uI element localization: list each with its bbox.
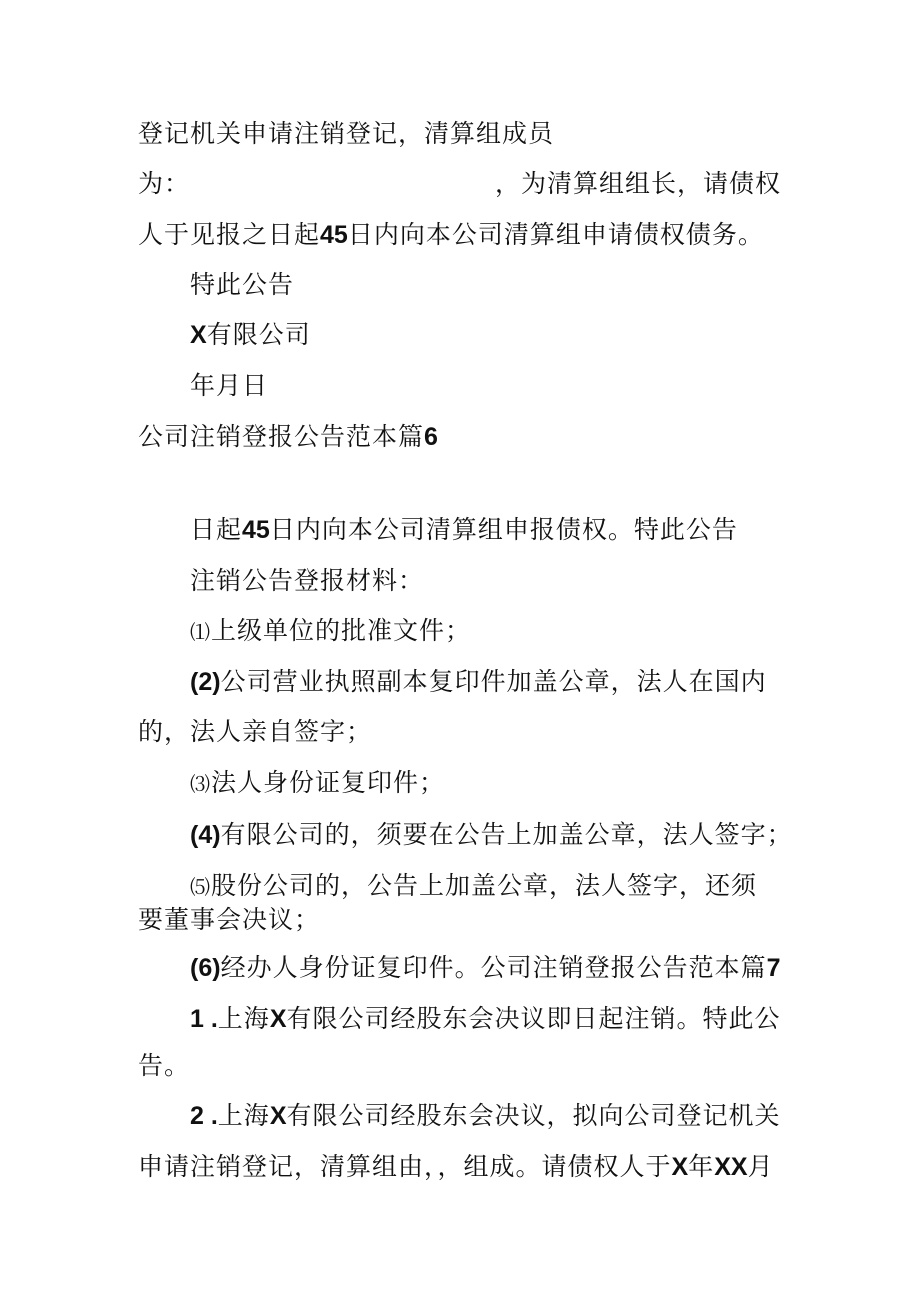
list-item: (4)有限公司的，须要在公告上加盖公章，法人签字； <box>190 820 793 849</box>
section-heading: 公司注销登报公告范本篇6 <box>138 422 438 451</box>
paragraph-line: 申请注销登记，清算组由，，组成。请债权人于X年XX月 <box>138 1152 774 1181</box>
date-line: 年月日 <box>190 371 269 400</box>
paragraph-line: 注销公告登报材料： <box>190 566 425 595</box>
list-item: ⑸股份公司的，公告上加盖公章，法人签字，还须 <box>190 871 758 900</box>
paragraph-line: 为： ，为清算组组长，请债权 <box>138 169 782 198</box>
paragraph-line: 的，法人亲自签字； <box>138 717 373 746</box>
list-item: ⑴上级单位的批准文件； <box>190 616 472 645</box>
paragraph-line: 特此公告 <box>190 270 295 299</box>
company-name: X有限公司 <box>190 320 311 349</box>
paragraph-line: 人于见报之日起45日内向本公司清算组申请债权债务。 <box>138 220 764 249</box>
list-item: 1 .上海X有限公司经股东会决议即日起注销。特此公 <box>190 1004 781 1033</box>
paragraph-line: 日起45日内向本公司清算组申报债权。特此公告 <box>190 515 738 544</box>
list-item: (6)经办人身份证复印件。公司注销登报公告范本篇7 <box>190 953 781 982</box>
list-item: (2)公司营业执照副本复印件加盖公章，法人在国内 <box>190 667 767 696</box>
paragraph-line: 告。 <box>138 1051 191 1080</box>
list-item: 2 .上海X有限公司经股东会决议，拟向公司登记机关 <box>190 1101 781 1130</box>
paragraph-line: 登记机关申请注销登记，清算组成员 <box>138 119 555 148</box>
list-item: ⑶法人身份证复印件； <box>190 768 446 797</box>
paragraph-line: 要董事会决议； <box>138 905 321 934</box>
